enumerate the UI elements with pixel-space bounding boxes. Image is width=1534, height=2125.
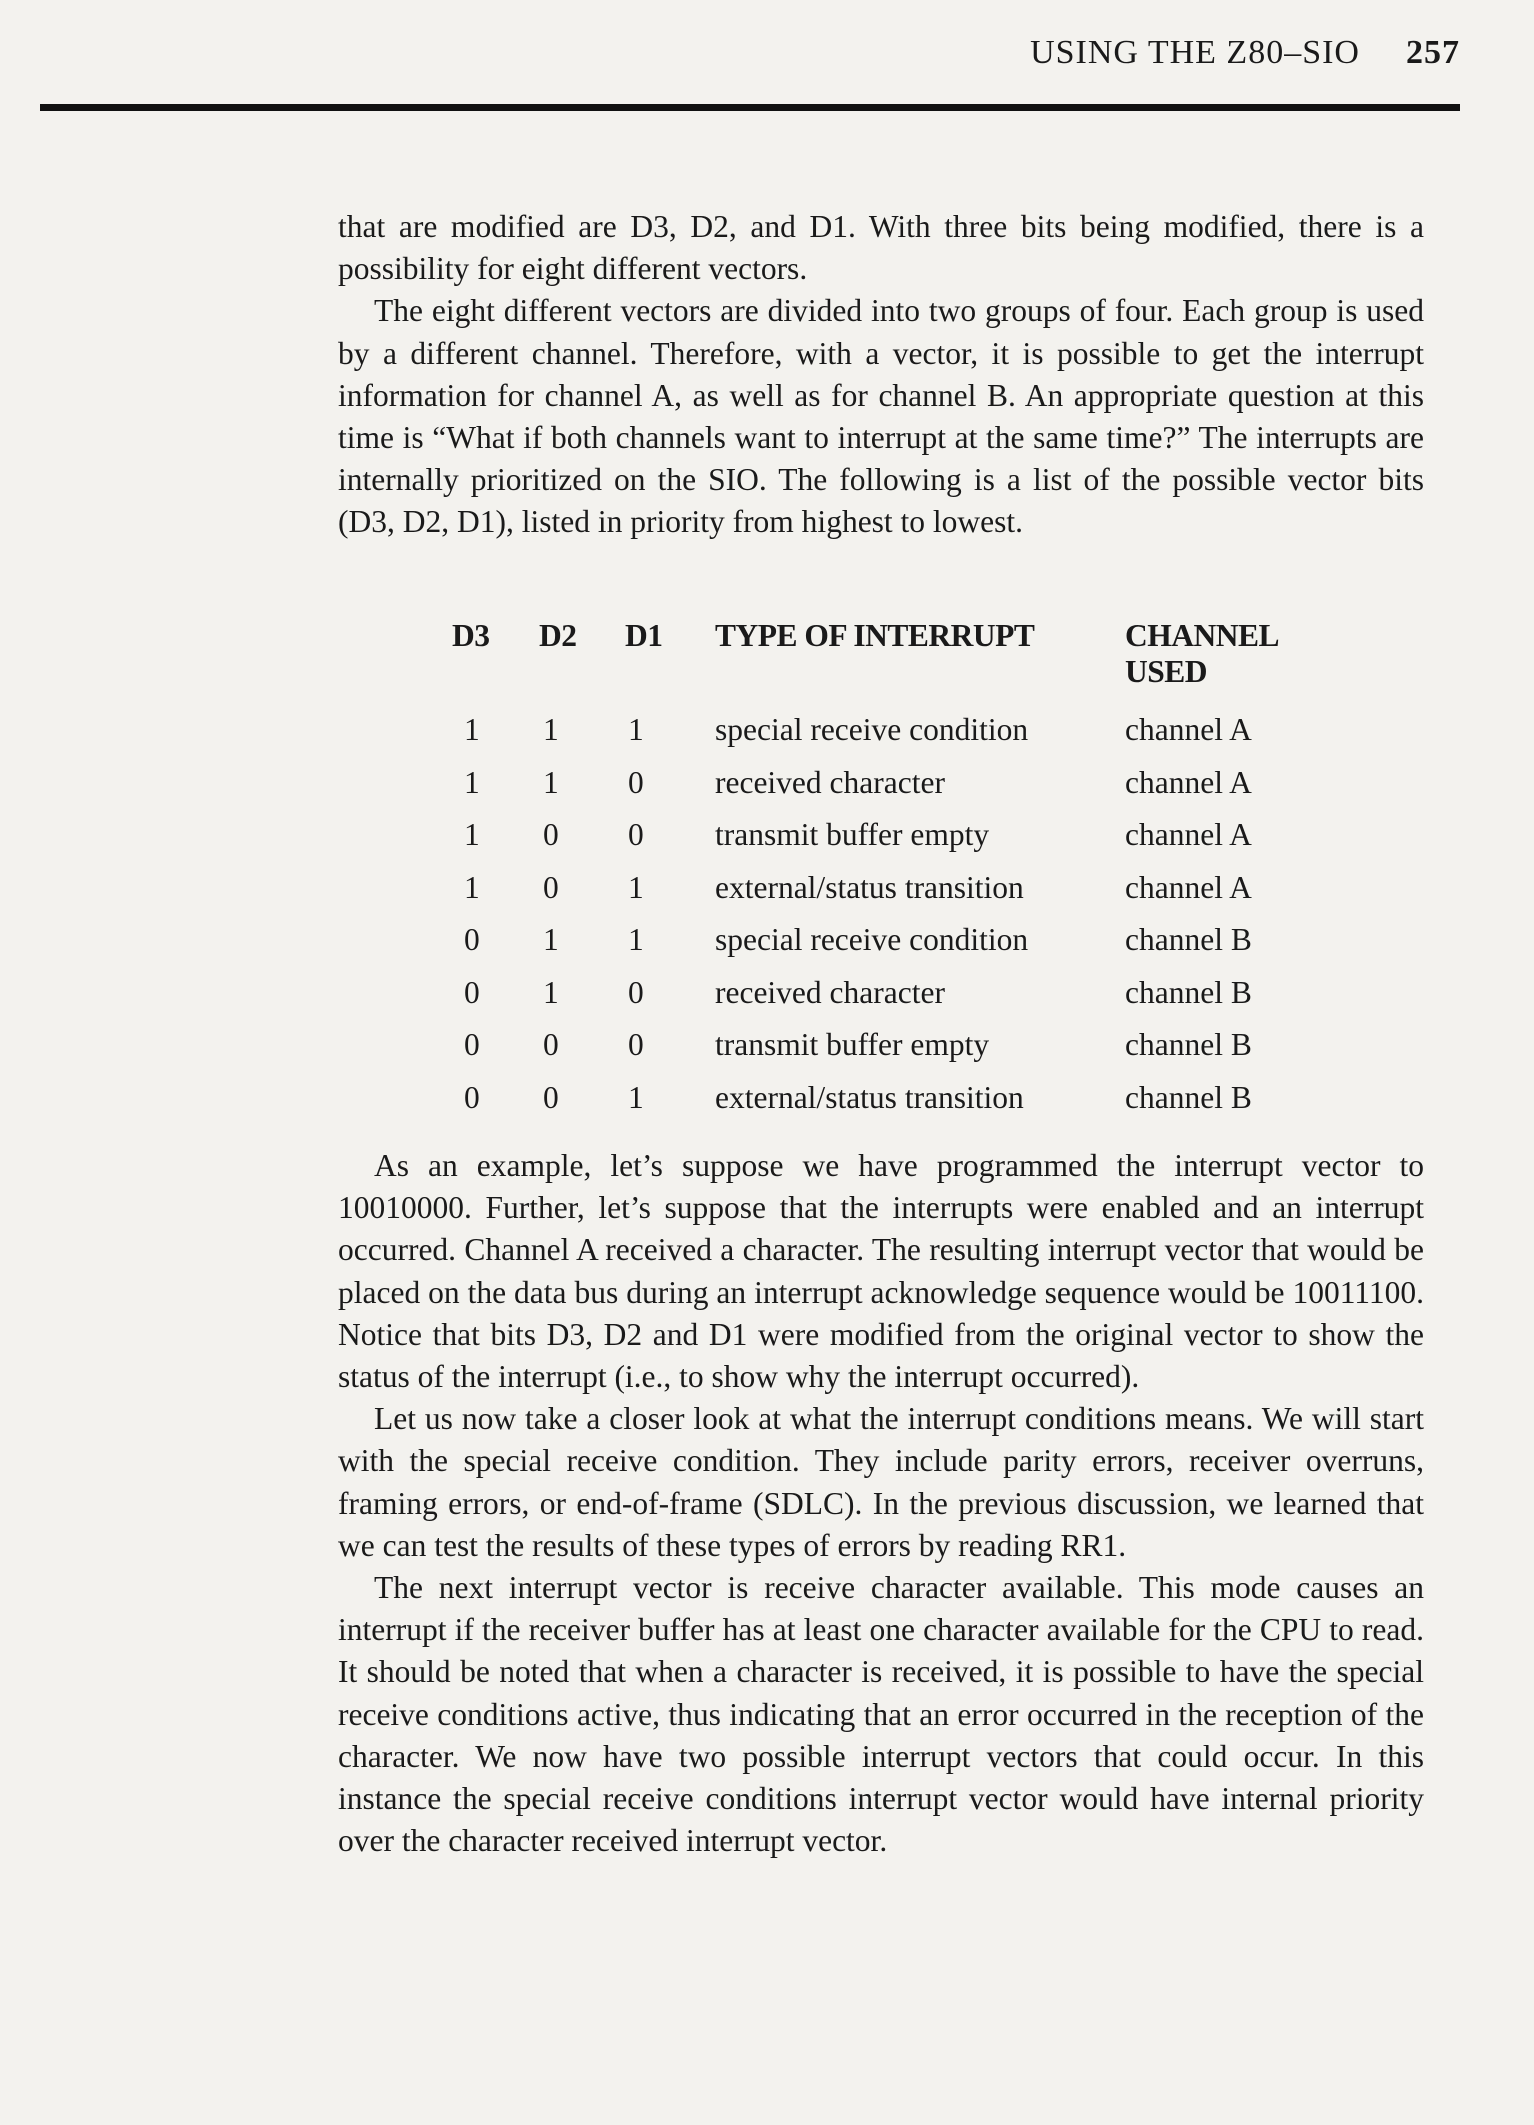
cell-d1: 1 <box>628 922 644 957</box>
cell-channel: channel A <box>1125 869 1252 905</box>
cell-channel: channel B <box>1125 1079 1252 1115</box>
table-row <box>452 975 1355 1028</box>
column-header-channel: CHANNEL USED <box>1125 618 1278 689</box>
cell-d3: 0 <box>464 1079 480 1115</box>
column-header-d3: D3 <box>452 618 490 653</box>
cell-channel: channel A <box>1125 764 1252 800</box>
cell-type: special receive condition <box>715 922 1029 957</box>
cell-d2: 0 <box>543 1027 559 1062</box>
cell-channel: channel B <box>1125 974 1252 1010</box>
cell-d2: 1 <box>543 712 559 747</box>
cell-type: transmit buffer empty <box>715 817 990 852</box>
paragraph: Let us now take a closer look at what the interrupt conditions means. We will start with the special receive condition. They include parity errors, receiver overruns, framing errors, or end-of-frame (SDLC). In the previous discussion, we learned that we can test the results of these types of errors by reading RR1. <box>338 1401 1424 1563</box>
column-header-type: TYPE OF INTERRUPT <box>715 618 1035 653</box>
body-text-top <box>338 206 1424 544</box>
cell-d2: 1 <box>543 764 559 800</box>
cell-type: received character <box>715 974 945 1010</box>
cell-d1: 0 <box>628 974 644 1010</box>
cell-d1: 0 <box>628 764 644 800</box>
cell-channel: channel A <box>1125 712 1252 747</box>
table-row <box>452 1080 1355 1133</box>
cell-type: transmit buffer empty <box>715 1027 990 1062</box>
table-row <box>452 817 1355 870</box>
table-row <box>452 870 1355 923</box>
cell-d3: 0 <box>464 922 480 957</box>
cell-d2: 1 <box>543 974 559 1010</box>
column-header-d2: D2 <box>539 618 577 653</box>
cell-d3: 0 <box>464 974 480 1010</box>
page-number: 257 <box>1406 34 1460 71</box>
running-head <box>40 34 1460 74</box>
cell-type: external/status transition <box>715 869 1024 905</box>
cell-channel: channel B <box>1125 1027 1252 1062</box>
cell-d2: 0 <box>543 817 559 852</box>
cell-d2: 1 <box>543 922 559 957</box>
cell-type: external/status transition <box>715 1079 1024 1115</box>
paragraph: The next interrupt vector is receive character available. This mode causes an interrupt if the receiver buffer has at least one character available for the CPU to read. It should be noted that when a character is received, it is possible to have the special receive conditions active, thus indicating that an error occurred in the reception of the character. We now have two possible interrupt vectors that could occur. In this instance the special receive conditions interrupt vector would have internal priority over the character received interrupt vector. <box>338 1570 1424 1859</box>
cell-d3: 1 <box>464 712 480 747</box>
paragraph: As an example, let’s suppose we have programmed the interrupt vector to 10010000. Further, let’s suppose that the interrupts were enabled and an interrupt occurred. Channel A received a character. The resulting interrupt vector that would be placed on the data bus during an interrupt acknowledge sequence would be 10011100. Notice that bits D3, D2 and D1 were modified from the original vector to show the status of the interrupt (i.e., to show why the interrupt occurred). <box>338 1148 1424 1395</box>
cell-d3: 0 <box>464 1027 480 1062</box>
table-row <box>452 922 1355 975</box>
interrupt-priority-table <box>452 618 1355 1132</box>
cell-d1: 0 <box>628 1027 644 1062</box>
paragraph: that are modified are D3, D2, and D1. With three bits being modified, there is a possibility for eight different vectors. <box>338 209 1424 287</box>
table-row <box>452 765 1355 818</box>
cell-d3: 1 <box>464 817 480 852</box>
column-header-d1: D1 <box>625 618 663 653</box>
cell-d1: 1 <box>628 869 644 905</box>
chapter-title: USING THE Z80–SIO <box>1030 34 1360 71</box>
paragraph: The eight different vectors are divided into two groups of four. Each group is used by a different channel. Therefore, with a vector, it is possible to get the interrupt information for channel A, as well as for channel B. An appropriate question at this time is “What if both channels want to interrupt at the same time?” The interrupts are internally prioritized on the SIO. The following is a list of the possible vector bits (D3, D2, D1), listed in priority from highest to lowest. <box>338 293 1424 540</box>
body-text-bottom <box>338 1145 1424 1862</box>
table-row <box>452 1027 1355 1080</box>
cell-d1: 1 <box>628 1079 644 1115</box>
cell-d3: 1 <box>464 869 480 905</box>
cell-type: received character <box>715 764 945 800</box>
cell-channel: channel A <box>1125 817 1252 852</box>
header-rule <box>40 104 1460 111</box>
cell-d1: 1 <box>628 712 644 747</box>
cell-d2: 0 <box>543 1079 559 1115</box>
cell-channel: channel B <box>1125 922 1252 957</box>
cell-d1: 0 <box>628 817 644 852</box>
cell-type: special receive condition <box>715 712 1029 747</box>
cell-d3: 1 <box>464 764 480 800</box>
cell-d2: 0 <box>543 869 559 905</box>
table-row <box>452 690 1355 765</box>
table-header-row <box>452 618 1355 690</box>
